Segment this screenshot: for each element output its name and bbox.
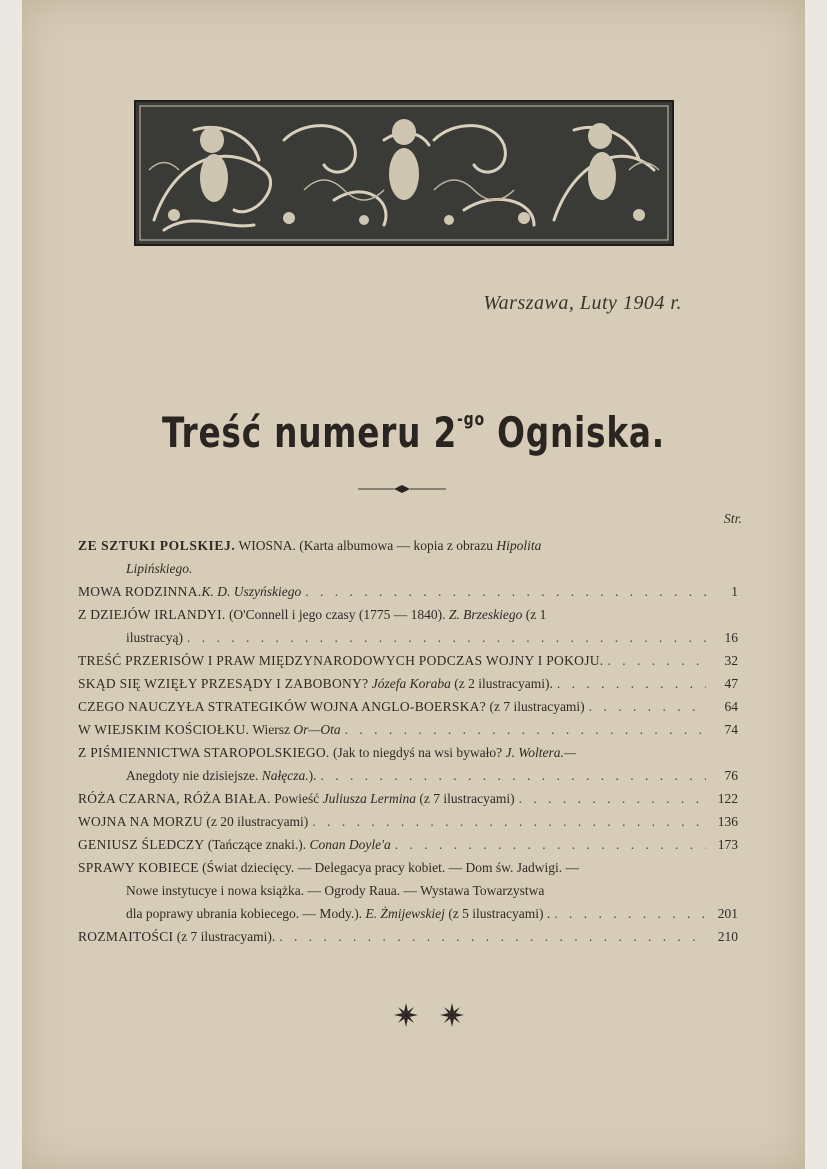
toc-page-number: 210: [717, 929, 738, 944]
page-column-label: Str.: [723, 512, 742, 527]
toc-section-title: SPRAWY KOBIECE: [78, 860, 199, 875]
toc-description-tail: (z 5 ilustracyami) .: [444, 906, 551, 921]
leader-dots: [187, 626, 706, 649]
toc-line: [78, 787, 738, 810]
toc-entry: [78, 580, 738, 603]
toc-description: ilustracyą): [126, 630, 183, 645]
toc-line-text: [126, 557, 192, 580]
toc-description: (z 20 ilustracyami): [202, 814, 309, 829]
toc-description: Anegdoty nie dzisiejsze.: [126, 768, 262, 783]
toc-entry: [78, 856, 738, 925]
toc-section-title: Z PIŚMIENNICTWA STAROPOLSKIEGO.: [78, 745, 330, 760]
toc-section-title: SKĄD SIĘ WZIĘŁY PRZESĄDY I ZABOBONY?: [78, 676, 369, 691]
toc-author: Lipińskiego.: [126, 561, 193, 576]
toc-page-number: 201: [717, 906, 738, 921]
toc-description: WIOSNA. (Karta albumowa — kopia z obrazu: [235, 538, 497, 553]
toc-line: [78, 764, 738, 787]
title-end: Ogniska.: [484, 408, 666, 457]
toc-entry: [78, 718, 738, 741]
toc-line: [78, 741, 738, 764]
toc-section-title: ROZMAITOŚCI: [78, 929, 174, 944]
toc-line: [78, 810, 738, 833]
leader-dots: [305, 580, 706, 603]
toc-page-number: 47: [724, 676, 738, 691]
toc-line-text: [78, 534, 541, 557]
toc-author: Z. Brzeskiego: [448, 607, 523, 622]
toc-section-title: RÓŻA CZARNA, RÓŻA BIAŁA.: [78, 791, 271, 806]
toc-line-text: [78, 580, 301, 603]
table-of-contents: [78, 534, 738, 948]
toc-entry: [78, 649, 738, 672]
leader-dots: [320, 764, 706, 787]
toc-line: [78, 879, 738, 902]
toc-page-number: 173: [717, 837, 738, 852]
toc-page-number: 136: [717, 814, 738, 829]
leader-dots: [345, 718, 706, 741]
toc-author: Or—Ota: [293, 722, 341, 737]
star-ornament-icon: [394, 1003, 418, 1027]
toc-description: Nowe instytucye i nowa książka. — Ogrody Raua. — Wystawa Towarzystwa: [126, 883, 545, 898]
toc-description-tail: (z 7 ilustracyami): [415, 791, 515, 806]
leader-dots: [312, 810, 706, 833]
scan-margin-right: [805, 0, 827, 1169]
toc-page-number: 76: [724, 768, 738, 783]
toc-section-title: GENIUSZ ŚLEDCZY: [78, 837, 205, 852]
title-superscript: -go: [457, 409, 485, 430]
toc-line-text: [78, 741, 576, 764]
toc-page-number: 16: [724, 630, 738, 645]
toc-page-number: 1: [731, 584, 738, 599]
toc-line: [78, 718, 738, 741]
page-title: [108, 408, 719, 457]
toc-author: Conan Doyle'a: [309, 837, 391, 852]
toc-author: Juliusza Lermina: [322, 791, 416, 806]
toc-line-text: [78, 856, 579, 879]
toc-line-text: [126, 902, 550, 925]
leader-dots: [554, 902, 706, 925]
toc-line-text: [78, 672, 553, 695]
toc-line-text: [78, 603, 546, 626]
toc-line: [78, 672, 738, 695]
toc-section-title: Z DZIEJÓW IRLANDYI.: [78, 607, 226, 622]
toc-entry: [78, 534, 738, 580]
leader-dots: [395, 833, 706, 856]
toc-description-tail: ).: [308, 768, 317, 783]
toc-line: [78, 833, 738, 856]
toc-description: (z 7 ilustracyami): [486, 699, 585, 714]
decorative-header-ornament: [134, 100, 674, 246]
toc-description: dla poprawy ubrania kobiecego. — Mody.).: [126, 906, 366, 921]
toc-line: [78, 580, 738, 603]
title-divider: [358, 484, 446, 494]
toc-author: J. Woltera.—: [505, 745, 576, 760]
toc-description-tail: (z 1: [522, 607, 547, 622]
scan-margin-left: [0, 0, 22, 1169]
toc-line-text: [78, 649, 603, 672]
toc-author: Nałęcza.: [261, 768, 309, 783]
toc-author: E. Żmijewskiej: [365, 906, 445, 921]
toc-description: Powieść: [270, 791, 323, 806]
magazine-page: [22, 0, 805, 1169]
toc-section-title: W WIEJSKIM KOŚCIOŁKU.: [78, 722, 250, 737]
star-ornament-icon: [440, 1003, 464, 1027]
title-main: Treść numeru 2: [161, 408, 458, 457]
ornament-engraving: [134, 100, 674, 246]
leader-dots: [279, 925, 706, 948]
toc-page-number: 74: [724, 722, 738, 737]
toc-line-text: [78, 787, 515, 810]
dateline: Warszawa, Luty 1904 r.: [483, 292, 682, 314]
leader-dots: [589, 695, 706, 718]
toc-line-text: [78, 695, 585, 718]
toc-line-text: [126, 764, 316, 787]
toc-entry: [78, 810, 738, 833]
toc-description: (Świat dziecięcy. — Delegacya pracy kobiet. — Dom św. Jadwigi. —: [198, 860, 580, 875]
toc-entry: [78, 925, 738, 948]
toc-line-text: [78, 810, 308, 833]
toc-description: (Jak to niegdyś na wsi bywało?: [329, 745, 506, 760]
toc-description: Wiersz: [249, 722, 294, 737]
toc-entry: [78, 787, 738, 810]
toc-entry: [78, 695, 738, 718]
leader-dots: [557, 672, 706, 695]
toc-section-title: MOWA RODZINNA.: [78, 584, 202, 599]
toc-entry: [78, 833, 738, 856]
toc-description: (z 7 ilustracyami).: [173, 929, 276, 944]
toc-author: Józefa Koraba: [368, 676, 451, 691]
toc-entry: [78, 603, 738, 649]
toc-line: [78, 925, 738, 948]
toc-description: (Tańczące znaki.).: [204, 837, 310, 852]
toc-author: Hipolita: [496, 538, 542, 553]
leader-dots: [519, 787, 706, 810]
toc-section-title: ZE SZTUKI POLSKIEJ.: [78, 538, 236, 553]
toc-line-text: [126, 626, 183, 649]
toc-entry: [78, 672, 738, 695]
toc-line-text: [78, 718, 341, 741]
toc-line-text: [78, 833, 391, 856]
toc-section-title: WOJNA NA MORZU: [78, 814, 203, 829]
toc-section-title: CZEGO NAUCZYŁA STRATEGIKÓW WOJNA ANGLO-BOERSKA?: [78, 699, 487, 714]
toc-page-number: 64: [724, 699, 738, 714]
toc-entry: [78, 741, 738, 787]
toc-line-text: [78, 925, 275, 948]
toc-author: K. D. Uszyńskiego: [201, 584, 302, 599]
toc-page-number: 122: [717, 791, 738, 806]
toc-line: [78, 695, 738, 718]
toc-line: [78, 534, 738, 557]
toc-line: [78, 856, 738, 879]
closing-ornament: [390, 1000, 470, 1030]
toc-line: [78, 557, 738, 580]
toc-description: (O'Connell i jego czasy (1775 — 1840).: [225, 607, 449, 622]
toc-line: [78, 649, 738, 672]
toc-line: [78, 603, 738, 626]
toc-line: [78, 626, 738, 649]
leader-dots: [607, 649, 706, 672]
toc-description-tail: (z 2 ilustracyami).: [450, 676, 553, 691]
toc-section-title: TREŚĆ PRZERISÓW I PRAW MIĘDZYNARODOWYCH PODCZAS WOJNY I POKOJU.: [78, 653, 604, 668]
toc-line: [78, 902, 738, 925]
toc-line-text: [126, 879, 544, 902]
toc-page-number: 32: [724, 653, 738, 668]
